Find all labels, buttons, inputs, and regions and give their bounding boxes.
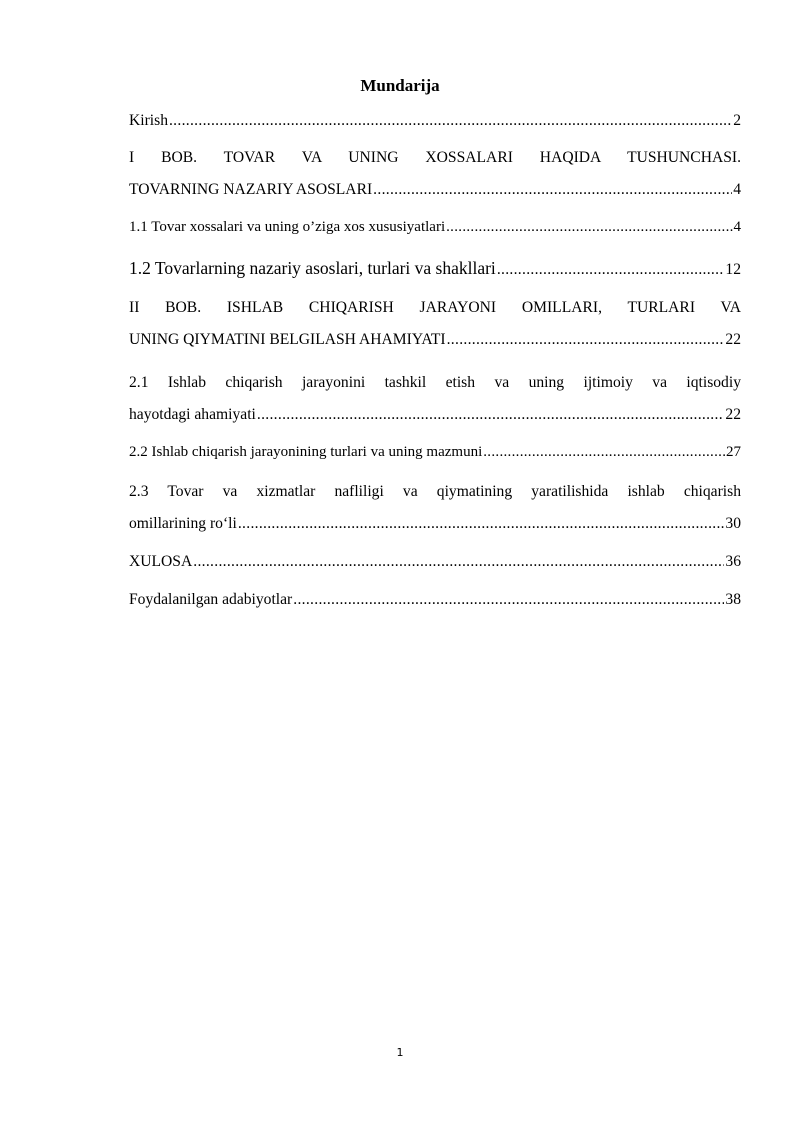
toc-entry-bibliography[interactable]	[129, 584, 741, 616]
toc-line	[129, 174, 741, 206]
toc-line	[129, 399, 741, 431]
toc-entry-title: TOVARNING NAZARIY ASOSLARI	[129, 181, 373, 198]
toc-entry-title: hayotdagi ahamiyati	[129, 406, 256, 423]
toc-entry-section-1-1[interactable]	[129, 211, 741, 243]
toc-entry-xulosa[interactable]	[129, 546, 741, 578]
toc-entry-section-2-2[interactable]	[129, 436, 741, 468]
dot-leader	[447, 324, 725, 356]
dot-leader	[446, 211, 732, 243]
toc-entry-section-1-2[interactable]	[129, 252, 741, 284]
dot-leader	[257, 399, 725, 431]
dot-leader	[373, 174, 732, 206]
toc-entry-section-2-3[interactable]	[129, 476, 741, 540]
toc-line	[129, 252, 741, 284]
toc-title: Mundarija	[360, 76, 440, 95]
toc-entry-title: 1.2 Tovarlarning nazariy asoslari, turlari va shakllari	[129, 258, 496, 278]
toc-entry-chapter-1[interactable]	[129, 142, 741, 206]
toc-line: 2.1 Ishlab chiqarish jarayonini tashkil etish va uning ijtimoiy va iqtisodiy	[129, 374, 741, 391]
toc-page-number: 4	[733, 181, 741, 198]
toc-line: II BOB. ISHLAB CHIQARISH JARAYONI OMILLARI, TURLARI VA	[129, 299, 741, 316]
toc-page-number: 4	[733, 219, 741, 235]
toc-line: I BOB. TOVAR VA UNING XOSSALARI HAQIDA TUSHUNCHASI.	[129, 149, 741, 166]
toc-line	[129, 546, 741, 578]
toc-entry-section-2-1[interactable]	[129, 367, 741, 431]
toc-line	[129, 211, 741, 243]
toc-entry-title: 2.2 Ishlab chiqarish jarayonining turlari va uning mazmuni	[129, 444, 483, 460]
toc-page-number: 22	[725, 406, 741, 423]
toc-line	[129, 436, 741, 468]
toc-line	[129, 324, 741, 356]
toc-entry-title: omillarining ro‘li	[129, 515, 237, 532]
toc-line	[129, 584, 741, 616]
toc-page-number: 22	[725, 331, 741, 348]
dot-leader	[497, 254, 725, 284]
toc-entry-title: 1.1 Tovar xossalari va uning o’ziga xos xususiyatlari	[129, 219, 446, 235]
toc-entry-title: UNING QIYMATINI BELGILASH AHAMIYATI	[129, 331, 446, 348]
toc-page-number: 12	[725, 261, 741, 278]
dot-leader	[238, 508, 725, 540]
toc-entry-title: XULOSA	[129, 553, 193, 570]
dot-leader	[293, 584, 724, 616]
toc-entry-chapter-2[interactable]	[129, 292, 741, 356]
dot-leader	[483, 436, 725, 468]
toc-line: 2.3 Tovar va xizmatlar nafliligi va qiymatining yaratilishida ishlab chiqarish	[129, 483, 741, 500]
toc-page-number: 30	[725, 515, 741, 532]
toc-entry-title: Foydalanilgan adabiyotlar	[129, 591, 293, 608]
toc-page-number: 2	[733, 112, 741, 129]
toc-entry-kirish[interactable]	[129, 105, 741, 137]
toc-page-number: 36	[725, 553, 741, 570]
toc-page-number: 38	[725, 591, 741, 608]
dot-leader	[193, 546, 724, 578]
toc-line	[129, 508, 741, 540]
dot-leader	[169, 105, 732, 137]
toc-page-number: 27	[726, 444, 741, 460]
page-number: 1	[396, 1046, 404, 1059]
toc-line	[129, 105, 741, 137]
toc-entry-title: Kirish	[129, 112, 168, 129]
